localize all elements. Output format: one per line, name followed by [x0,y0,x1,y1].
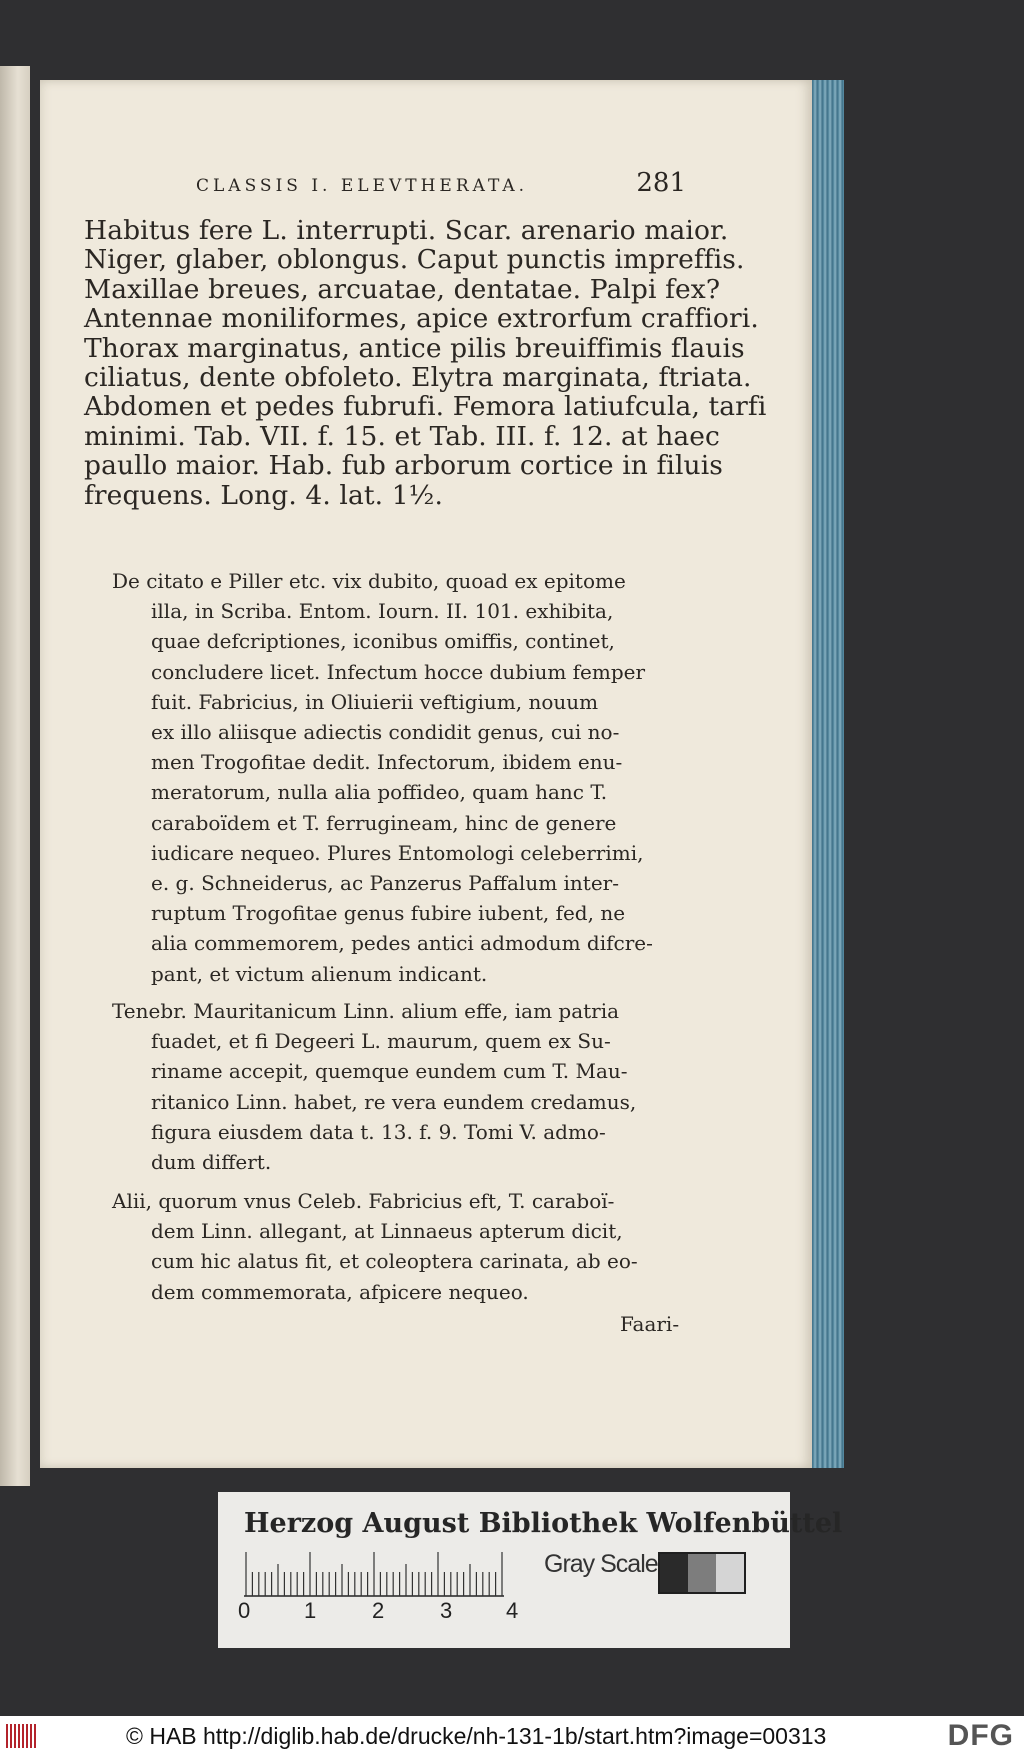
scale-ruler [244,1550,504,1598]
scale-number: 2 [372,1598,385,1623]
gray-swatch-light [716,1554,744,1592]
note-line: ritanico Linn. habet, re vera eundem credamus, [151,1089,637,1114]
gray-swatch-dark [660,1554,688,1592]
note-line: dem Linn. allegant, at Linnaeus apterum dicit, [151,1219,623,1244]
note-alii [112,1186,680,1307]
note-line: riname accepit, quemque eundem cum T. Mau- [151,1059,628,1084]
note-piller [112,566,680,989]
main-line: Niger, glaber, oblongus. Caput punctis impreffis. [84,244,745,276]
note-tenebr-mauritanicum [112,996,680,1177]
adjacent-page-sliver [0,66,30,1486]
note-line: ruptum Trogofitae genus fubire iubent, fed, ne [151,901,626,926]
page-number: 281 [636,168,686,198]
running-head [196,168,686,198]
page-edges-blue [812,80,844,1468]
footer-bar [0,1716,1024,1756]
footer-copyright-url[interactable]: © HAB http://diglib.hab.de/drucke/nh-131-1b/start.htm?image=00313 [126,1722,827,1749]
main-paragraph [84,215,767,511]
main-line: Abdomen et pedes fubrufi. Femora latiufcula, tarfi [84,391,767,423]
gray-scale-swatches [658,1552,746,1594]
library-scale-card [218,1492,843,1648]
main-line: Maxillae breues, arcuatae, dentatae. Palpi fex? [84,273,721,305]
gray-scale-label: Gray Scale [544,1550,658,1578]
scale-numbers [238,1598,538,1628]
library-name: Herzog August Bibliothek Wolfenbüttel [244,1508,843,1539]
note-line: iudicare nequeo. Plures Entomologi celeberrimi, [151,840,644,865]
main-line: Antennae moniliformes, apice extrorfum craffiori. [84,303,759,335]
main-line: Habitus fere L. interrupti. Scar. arenario maior. [84,215,729,246]
scale-number: 3 [440,1598,453,1623]
main-line: paullo maior. Hab. fub arborum cortice in filuis [84,450,723,482]
note-line: fuit. Fabricius, in Oliuierii veftigium, nouum [151,689,599,714]
note-line: alia commemorem, pedes antici admodum difcre- [151,931,653,956]
dfg-logo: DFG [947,1719,1014,1752]
main-line: Thorax marginatus, antice pilis breuiffimis flauis [84,332,745,364]
note-line: dem commemorata, afpicere nequeo. [151,1279,529,1304]
main-line: minimi. Tab. VII. f. 15. et Tab. III. f. 12. at haec [84,420,720,452]
note-line: concludere licet. Infectum hocce dubium femper [151,659,646,684]
note-line: pant, et victum alienum indicant. [151,961,488,986]
note-line: illa, in Scriba. Entom. Iourn. II. 101. exhibita, [151,599,614,624]
running-title: CLASSIS I. ELEVTHERATA. [196,176,529,196]
note-line: quae defcriptiones, iconibus omiffis, continet, [151,629,615,654]
note-line: figura eiusdem data t. 13. f. 9. Tomi V. admo- [151,1119,606,1144]
catchword: Faari- [620,1312,680,1336]
note-line: Tenebr. Mauritanicum Linn. alium effe, iam patria [112,999,620,1023]
note-line: men Trogofitae dedit. Infectorum, ibidem enu- [151,750,623,775]
note-line: meratorum, nulla alia poffideo, quam hanc T. [151,780,608,805]
main-line: frequens. Long. 4. lat. 1½. [84,479,443,511]
note-line: fuadet, et fi Degeeri L. maurum, quem ex Su- [151,1029,611,1054]
note-line: caraboïdem et T. ferrugineam, hinc de genere [151,810,617,835]
note-line: cum hic alatus fit, et coleoptera carinata, ab eo- [151,1249,638,1274]
note-line: e. g. Schneiderus, ac Panzerus Paffalum inter- [151,871,619,896]
note-line: ex illo aliisque adiectis condidit genus, cui no- [151,720,620,745]
note-line: dum differt. [151,1150,272,1175]
scale-number: 1 [304,1598,317,1623]
note-line: Alii, quorum vnus Celeb. Fabricius eft, T. caraboï- [112,1189,615,1213]
gray-swatch-mid [688,1554,716,1592]
scale-number: 4 [506,1598,519,1623]
hab-barcode-logo-icon [6,1722,46,1750]
main-line: ciliatus, dente obfoleto. Elytra marginata, ftriata. [84,362,752,394]
note-line: De citato e Piller etc. vix dubito, quoad ex epitome [112,569,626,593]
scale-number: 0 [238,1598,251,1623]
